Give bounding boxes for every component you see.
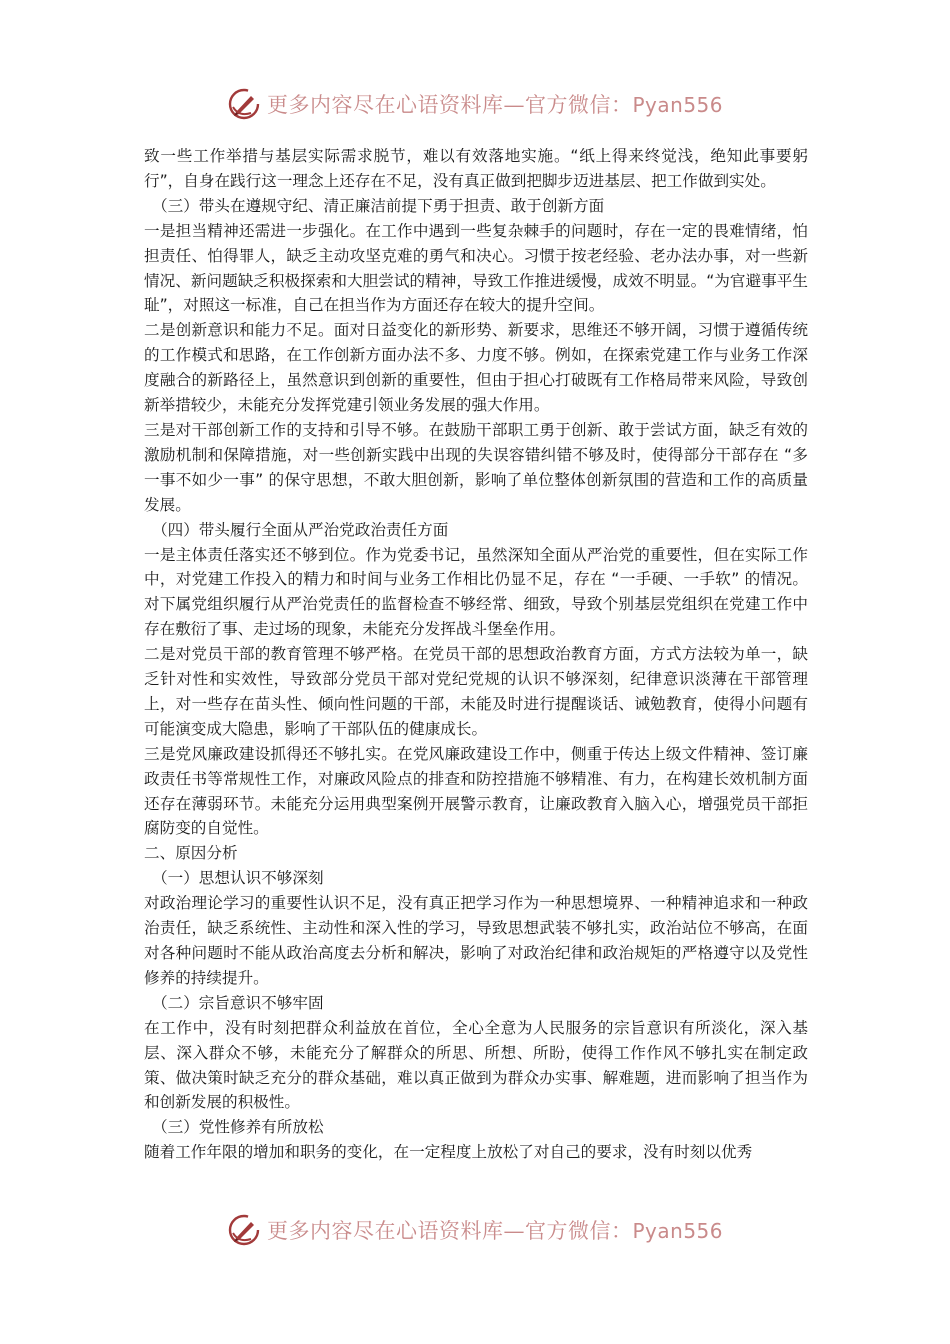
section-heading: （四）带头履行全面从严治党政治责任方面 [152,520,449,539]
document-body [144,144,808,1165]
banner-wechat-id: Pyan556 [632,1219,723,1243]
paragraph: 致一些工作举措与基层实际需求脱节，难以有效落地实施。“纸上得来终觉浅，绝知此事要躬行”，自身在践行这一理念上还存在不足，没有真正做到把脚步迈进基层、把工作做到实处。 [144,147,808,190]
paragraph: 三是对干部创新工作的支持和引导不够。在鼓励干部职工勇于创新、敢于尝试方面，缺乏有效的激励机制和保障措施，对一些创新实践中出现的失误容错纠错不够及时，使得部分干部存在 “多一事不如少一事” 的保守思想，不敢大胆创新，影响了单位整体创新氛围的营造和工作的高质量发展。 [144,420,808,514]
header-watermark-banner [0,82,950,126]
paragraph: 二是创新意识和能力不足。面对日益变化的新形势、新要求，思维还不够开阔，习惯于遵循传统的工作模式和思路，在工作创新方面办法不多、力度不够。例如，在探索党建工作与业务工作深度融合的新路径上，虽然意识到创新的重要性，但由于担心打破既有工作格局带来风险，导致创新举措较少，未能充分发挥党建引领业务发展的强大作用。 [144,321,808,415]
pen-hand-logo-icon [227,87,261,121]
banner-wechat-id: Pyan556 [632,93,723,117]
paragraph: 一是担当精神还需进一步强化。在工作中遇到一些复杂棘手的问题时，存在一定的畏难情绪，怕担责任、怕得罪人，缺乏主动攻坚克难的勇气和决心。习惯于按老经验、老办法办事，对一些新情况、新问题缺乏积极探索和大胆尝试的精神，导致工作推进缓慢，成效不明显。“为官避事平生耻”，对照这一标准，自己在担当作为方面还存在较大的提升空间。 [144,221,808,315]
chapter-heading: 二、原因分析 [144,844,238,863]
paragraph: 对政治理论学习的重要性认识不足，没有真正把学习作为一种思想境界、一种精神追求和一种政治责任，缺乏系统性、主动性和深入性的学习，导致思想武装不够扎实，政治站位不够高，在面对各种问题时不能从政治高度去分析和解决，影响了对政治纪律和政治规矩的严格遵守以及党性修养的持续提升。 [144,894,808,987]
pen-hand-logo-icon [227,1213,261,1247]
footer-watermark-banner [0,1208,950,1252]
banner-text: 更多内容尽在心语资料库—官方微信：Pyan556 [266,93,723,117]
paragraph: 三是党风廉政建设抓得还不够扎实。在党风廉政建设工作中，侧重于传达上级文件精神、签订廉政责任书等常规性工作，对廉政风险点的排查和防控措施不够精准、有力，在构建长效机制方面还存在薄弱环节。未能充分运用典型案例开展警示教育，让廉政教育入脑入心，增强党员干部拒腐防变的自觉性。 [144,744,808,838]
paragraph: 在工作中，没有时刻把群众利益放在首位，全心全意为人民服务的宗旨意识有所淡化，深入基层、深入群众不够，未能充分了解群众的所思、所想、所盼，使得工作作风不够扎实在制定政策、做决策时缺乏充分的群众基础，难以真正做到为群众办实事、解难题，进而影响了担当作为和创新发展的积极性。 [144,1018,808,1112]
banner-text: 更多内容尽在心语资料库—官方微信：Pyan556 [266,1219,723,1243]
section-heading: （三）党性修养有所放松 [152,1118,324,1137]
section-heading: （三）带头在遵规守纪、清正廉洁前提下勇于担责、敢于创新方面 [152,196,605,215]
section-heading: （二）宗旨意识不够牢固 [152,993,324,1012]
section-heading: （一）思想认识不够深刻 [152,869,324,888]
paragraph: 一是主体责任落实还不够到位。作为党委书记，虽然深知全面从严治党的重要性，但在实际工作中，对党建工作投入的精力和时间与业务工作相比仍显不足，存在 “一手硬、一手软” 的情况。对下属党组织履行从严治党责任的监督检查不够经常、细致，导致个别基层党组织在党建工作中存在敷衍了事、走过场的现象，未能充分发挥战斗堡垒作用。 [144,545,808,639]
paragraph: 二是对党员干部的教育管理不够严格。在党员干部的思想政治教育方面，方式方法较为单一，缺乏针对性和实效性，导致部分党员干部对党纪党规的认识不够深刻，纪律意识淡薄在干部管理上，对一些存在苗头性、倾向性问题的干部，未能及时进行提醒谈话、诫勉教育，使得小问题有可能演变成大隐患，影响了干部队伍的健康成长。 [144,645,808,738]
paragraph: 随着工作年限的增加和职务的变化，在一定程度上放松了对自己的要求，没有时刻以优秀 [144,1143,753,1162]
